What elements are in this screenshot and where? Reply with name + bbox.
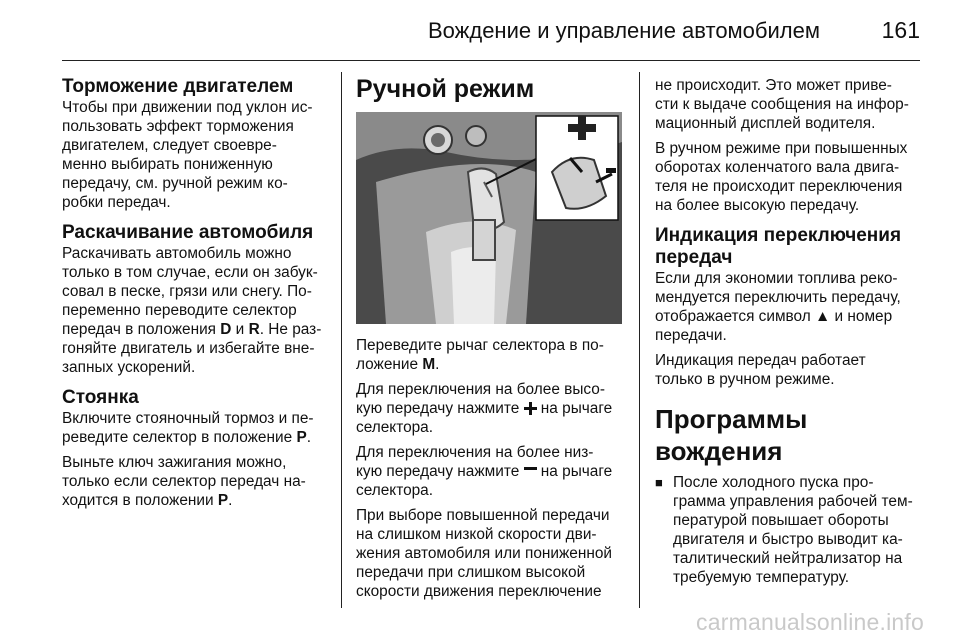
continued-text: не происходит. Это может приве- сти к выдаче сообщения на инфор- мационный дисплей водителя. bbox=[655, 77, 909, 132]
manual-mode-text-4: При выборе повышенной передачи на слишком низкой скорости дви- жения автомобиля или пониженной передачи при слишком высокой скорости движения переключение bbox=[356, 507, 612, 600]
list-item: ■ После холодного пуска про- грамма управления рабочей тем- пературой повышает обороты двигателя и быстро выводит ка- талитический нейтрализатор на требуемую температуру. bbox=[655, 474, 913, 586]
page-header bbox=[62, 0, 920, 62]
heading-driving-programs: Программы вождения bbox=[655, 404, 808, 466]
column-3 bbox=[655, 76, 925, 587]
page-number: 161 bbox=[881, 17, 920, 43]
heading-gear-shift-indicator: Индикация переключения передач bbox=[655, 225, 902, 268]
rocking-vehicle-text: Раскачивать автомобиль можно только в том случае, если он забук- совал в песке, грязи или снегу. По- переменно переводите селектор передач в положения D и R. Не раз- гоняйте двигатель и избегайте вне- запных ускорений. bbox=[62, 245, 322, 376]
header-rule bbox=[62, 60, 920, 61]
heading-engine-braking: Торможение двигателем bbox=[62, 76, 294, 97]
gear-selector-drawing bbox=[356, 112, 622, 324]
bullet-square-icon: ■ bbox=[655, 475, 663, 490]
parking-text-1: Включите стояночный тормоз и пе- реведите селектор в положение P. bbox=[62, 410, 314, 446]
parking-text-2: Выньте ключ зажигания можно, только если селектор передач на- ходится в положении P. bbox=[62, 454, 306, 509]
plus-icon bbox=[524, 402, 537, 415]
manual-mode-text-downshift: Для переключения на более низ- кую передачу нажмите на рычаге селектора. bbox=[356, 444, 613, 499]
high-rpm-text: В ручном режиме при повышенных оборотах коленчатого вала двига- теля не происходит переключения на более высокую передачу. bbox=[655, 140, 908, 214]
column-divider-1 bbox=[341, 72, 342, 608]
manual-mode-text-1: Переведите рычаг селектора в по- ложение M. bbox=[356, 337, 604, 373]
column-1 bbox=[62, 76, 326, 510]
upshift-triangle-icon: ▲ bbox=[815, 308, 831, 325]
heading-rocking-vehicle: Раскачивание автомобиля bbox=[62, 222, 314, 243]
minus-icon bbox=[524, 465, 537, 478]
heading-parking: Стоянка bbox=[62, 387, 139, 408]
manual-mode-text-upshift: Для переключения на более высо- кую передачу нажмите на рычаге селектора. bbox=[356, 381, 613, 436]
gear-indicator-text-2: Индикация передач работает только в ручном режиме. bbox=[655, 352, 866, 388]
gear-indicator-text-1: Если для экономии топлива реко- мендуется переключить передачу, отображается символ ▲ и номер передачи. bbox=[655, 270, 901, 344]
column-2 bbox=[356, 76, 628, 601]
header-title: Вождение и управление автомобилем bbox=[427, 18, 820, 43]
heading-manual-mode: Ручной режим bbox=[356, 75, 535, 103]
engine-braking-text: Чтобы при движении под уклон ис- пользовать эффект торможения двигателем, следует своевре- менно выбирать пониженную передачу, см. ручной режим ко- робки передач. bbox=[62, 99, 313, 211]
watermark: carmanualsonline.info bbox=[696, 609, 924, 635]
column-divider-2 bbox=[639, 72, 640, 608]
gear-selector-illustration bbox=[356, 112, 622, 324]
